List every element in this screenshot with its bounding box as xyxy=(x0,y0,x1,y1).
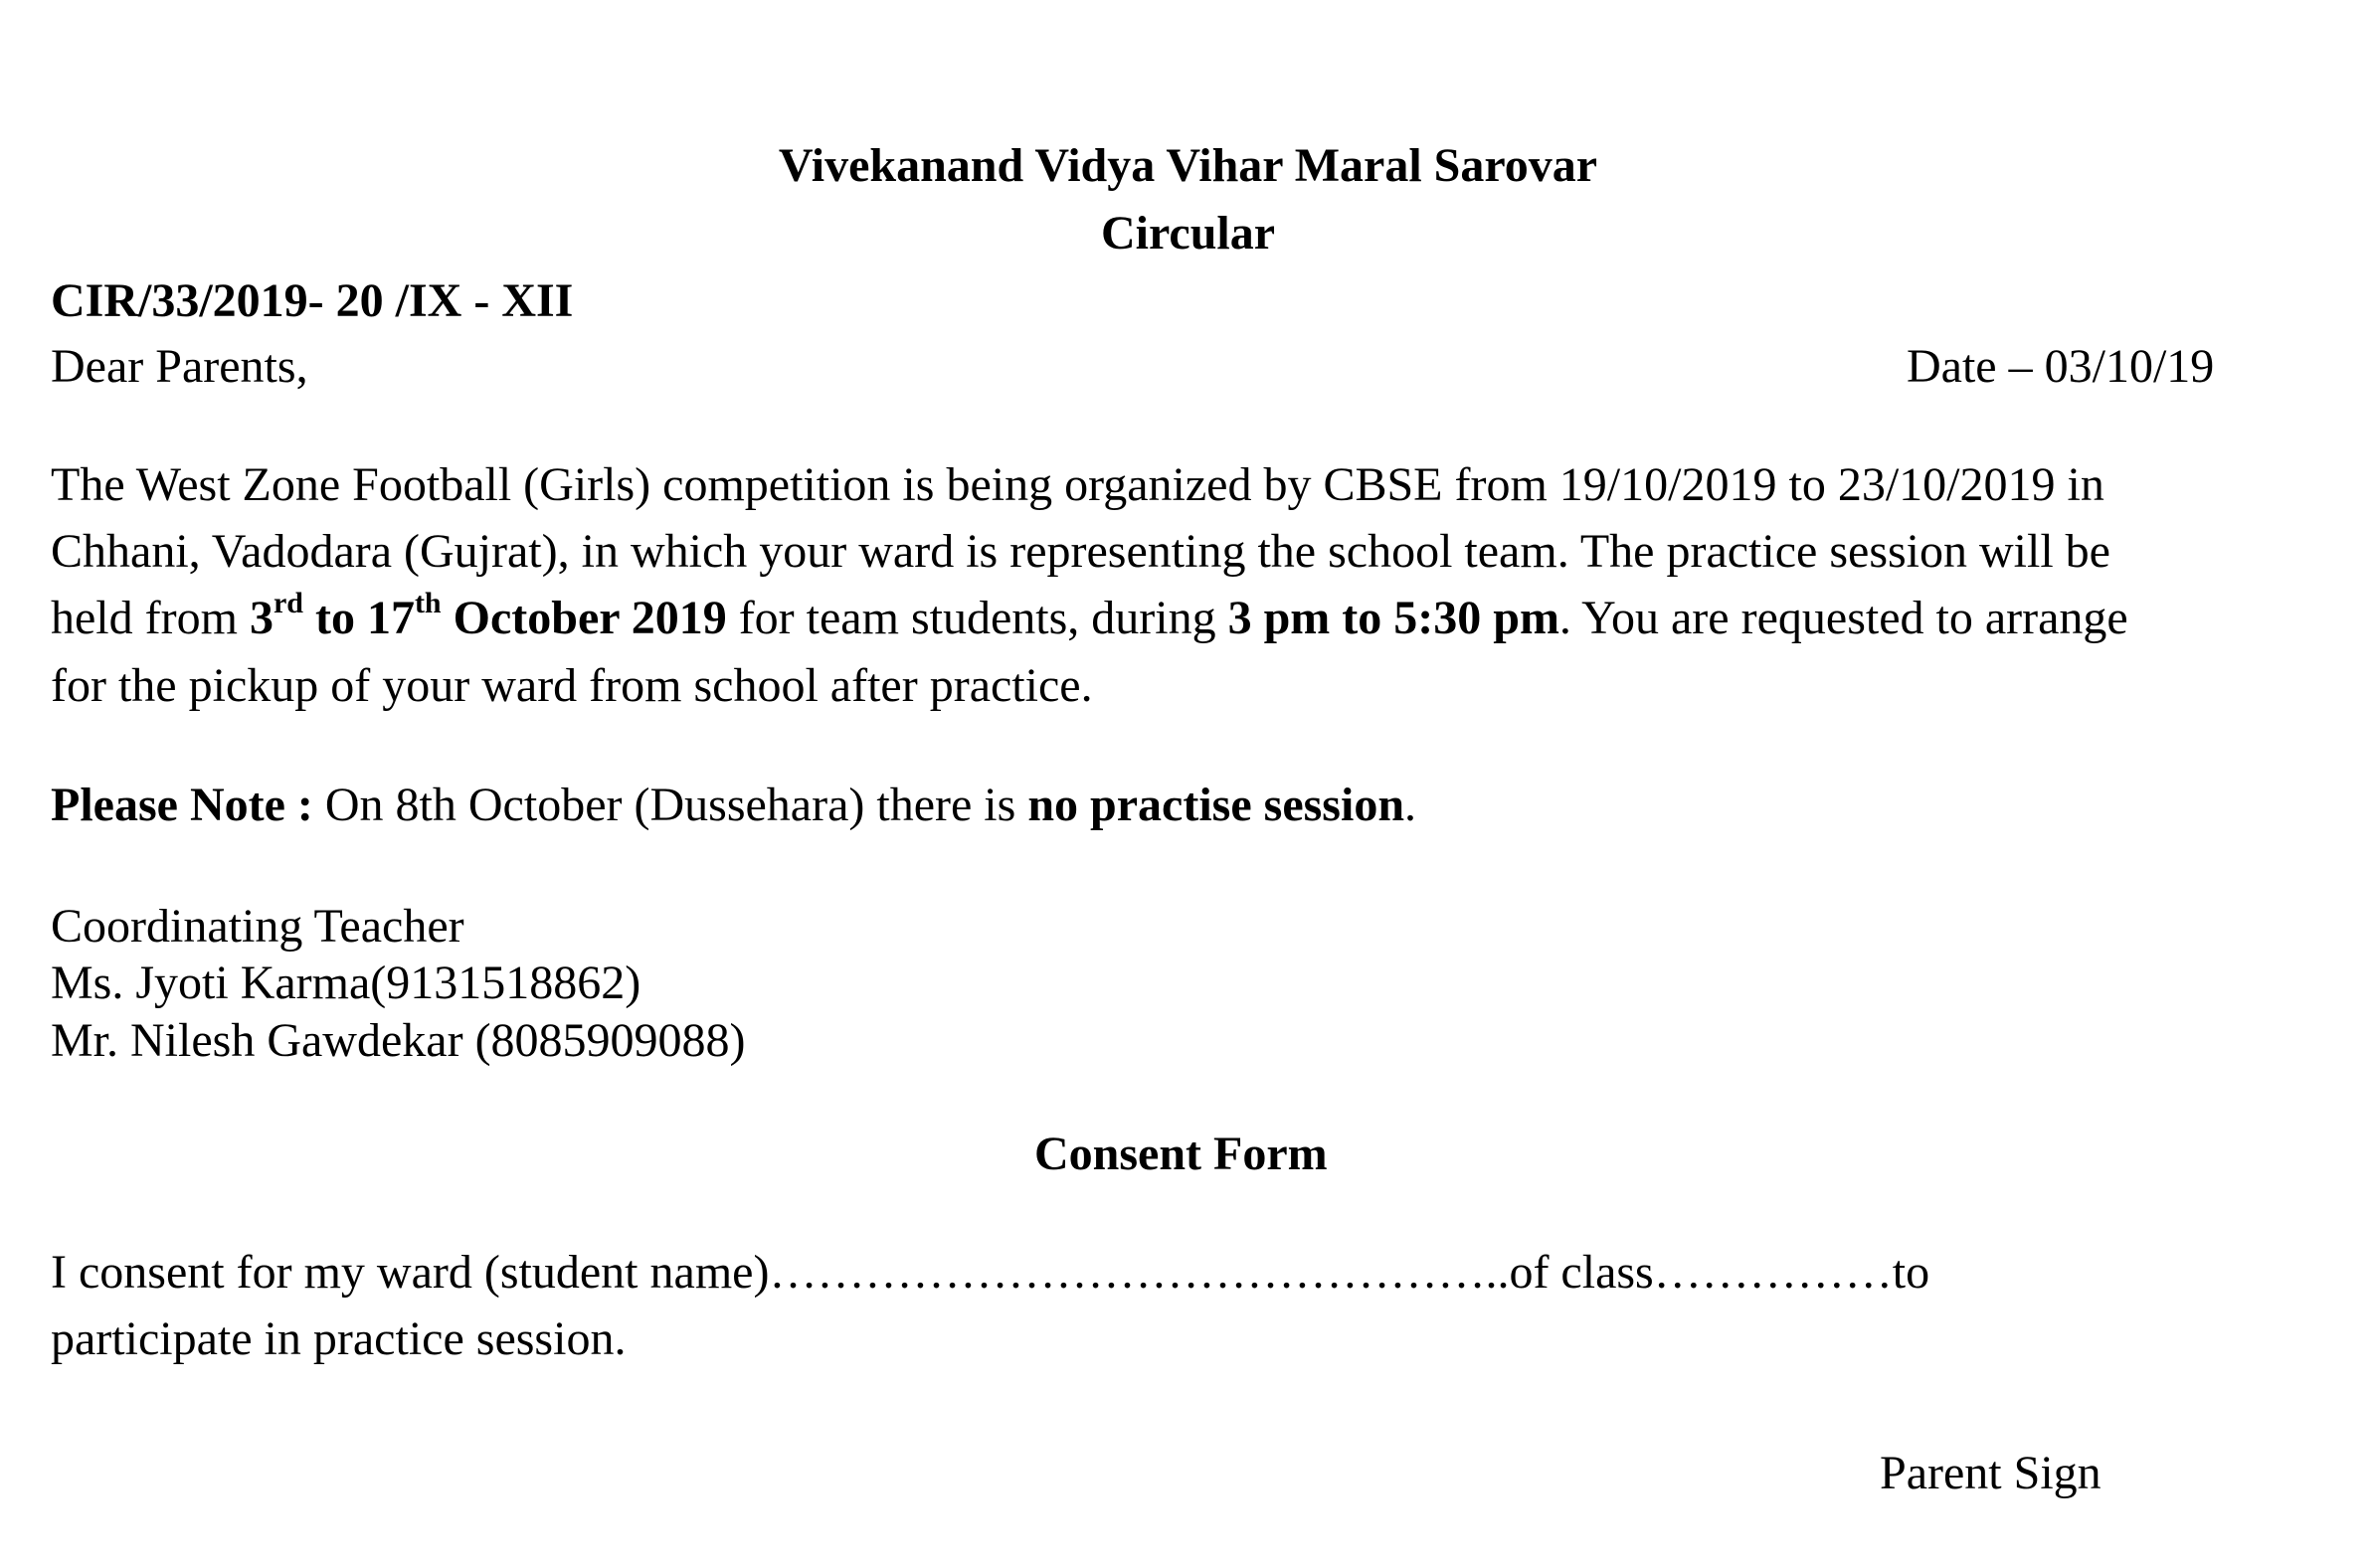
practice-end-suffix: th xyxy=(414,587,442,619)
body-line-2: Chhani, Vadodara (Gujrat), in which your ward is representing the school team. The practice session will be xyxy=(51,525,2110,578)
body-line-1: The West Zone Football (Girls) competition is being organized by CBSE from 19/10/2019 to 23/10/2019 in xyxy=(51,458,2104,511)
note-end: . xyxy=(1404,779,1417,831)
school-name: Vivekanand Vidya Vihar Maral Sarovar xyxy=(778,139,1598,192)
coordinator-1: Ms. Jyoti Karma(9131518862) xyxy=(51,957,641,1009)
consent-line-1: I consent for my ward (student name)………………………………………..of class……………to xyxy=(51,1246,1930,1299)
parent-sign-label: Parent Sign xyxy=(1880,1447,2102,1499)
please-note xyxy=(51,779,1417,831)
practice-start-suffix: rd xyxy=(273,587,303,619)
note-emphasis: no practise session xyxy=(1027,779,1405,831)
document-type: Circular xyxy=(1100,207,1276,260)
salutation: Dear Parents, xyxy=(51,340,308,393)
body-line-4: for the pickup of your ward from school after practice. xyxy=(51,659,1093,712)
body-line-3-pre: held from xyxy=(51,592,250,644)
practice-start-day: 3 xyxy=(249,592,274,644)
consent-heading: Consent Form xyxy=(1034,1128,1328,1180)
body-line-3-post: . You are requested to arrange xyxy=(1558,592,2128,644)
body-line-3 xyxy=(51,587,2128,644)
note-label: Please Note : xyxy=(51,779,325,831)
reference-number: CIR/33/2019- 20 /IX - XII xyxy=(51,274,574,327)
practice-month: October 2019 xyxy=(441,592,727,644)
practice-time: 3 pm to 5:30 pm xyxy=(1227,592,1559,644)
practice-end-day: to 17 xyxy=(302,592,415,644)
coordinator-2: Mr. Nilesh Gawdekar (8085909088) xyxy=(51,1014,746,1067)
circular-date: Date – 03/10/19 xyxy=(1907,340,2215,393)
body-line-3-mid: for team students, during xyxy=(726,592,1228,644)
note-text: On 8th October (Dussehara) there is xyxy=(324,779,1028,831)
consent-line-2: participate in practice session. xyxy=(51,1312,627,1365)
coordinator-title: Coordinating Teacher xyxy=(51,900,464,953)
